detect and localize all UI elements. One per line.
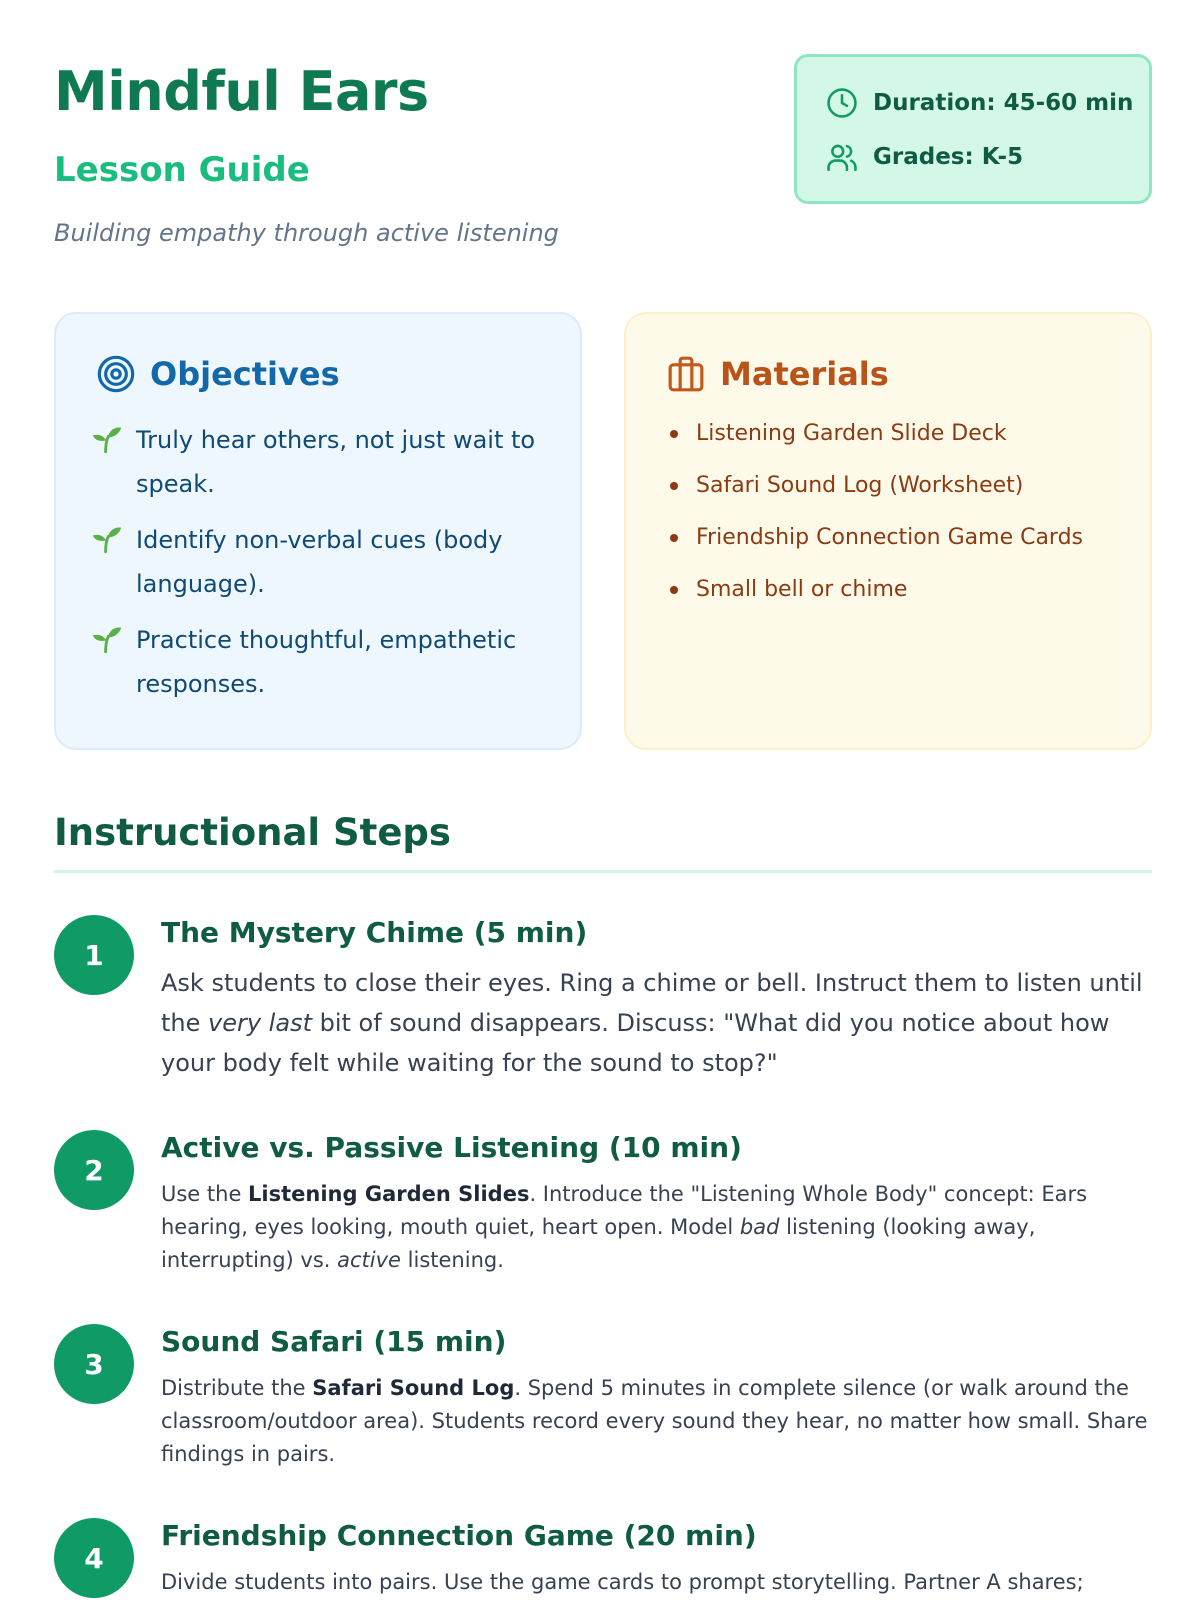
material-text: Safari Sound Log (Worksheet) [696,473,1024,498]
step-title: Sound Safari (15 min) [161,1325,507,1358]
step-description: Divide students into pairs. Use the game cards to prompt storytelling. Partner A shares; [161,1570,1084,1594]
step-number-badge: 4 [54,1518,134,1598]
step-title: The Mystery Chime (5 min) [161,916,588,949]
bullet-dot [670,586,678,594]
grades-text: Grades: K-5 [873,144,1024,170]
material-text: Friendship Connection Game Cards [696,525,1084,550]
duration-row [825,85,1149,121]
step-number-badge: 1 [54,915,134,995]
step-description: Ask students to close their eyes. Ring a chime or bell. Instruct them to listen until the very last bit of sound disappears. Discuss: "What did you notice about how your body felt while waiting for the sound to stop?" [161,969,1143,1077]
step-description: Distribute the Safari Sound Log. Spend 5 minutes in complete silence (or walk around the classroom/outdoor area). Students record every sound they hear, no matter how small. Share findings in pairs. [161,1376,1148,1466]
objectives-list [96,418,540,706]
step-body [161,1518,1156,1599]
briefcase-icon [666,354,706,394]
step-number-badge: 2 [54,1130,134,1210]
step-number-badge: 3 [54,1324,134,1404]
objective-item [96,618,540,706]
target-icon [96,354,136,394]
step-title: Friendship Connection Game (20 min) [161,1519,757,1552]
objective-text: Identify non-verbal cues (body language). [136,526,503,598]
materials-list [666,418,1110,606]
step-body [161,1130,1156,1277]
objectives-title: Objectives [150,355,340,393]
page-subtitle: Lesson Guide [54,150,310,190]
step-body [161,915,1156,1083]
clock-icon [825,86,859,120]
material-item [666,418,1110,450]
material-text: Listening Garden Slide Deck [696,421,1007,446]
objective-text: Practice thoughtful, empathetic responses. [136,626,517,698]
sprout-icon [90,522,124,556]
step-description: Use the Listening Garden Slides. Introduce the "Listening Whole Body" concept: Ears hearing, eyes looking, mouth quiet, heart open. Model bad listening (looking away, interrupting) vs. active listening. [161,1182,1088,1272]
sprout-icon [90,422,124,456]
objectives-card [54,312,582,750]
section-divider [54,870,1152,873]
step-title: Active vs. Passive Listening (10 min) [161,1131,742,1164]
materials-header [666,350,1110,398]
lesson-header [54,58,1152,258]
material-item [666,522,1110,554]
page-tagline: Building empathy through active listening [54,219,559,247]
page-title: Mindful Ears [54,60,429,123]
objective-text: Truly hear others, not just wait to speak. [136,426,536,498]
duration-text: Duration: 45-60 min [873,90,1134,116]
material-text: Small bell or chime [696,577,908,602]
materials-card [624,312,1152,750]
step-body [161,1324,1156,1471]
objective-item [96,518,540,606]
materials-title: Materials [720,355,889,393]
objective-item [96,418,540,506]
grades-row [825,139,1149,175]
sprout-icon [90,622,124,656]
objectives-header [96,350,540,398]
bullet-dot [670,534,678,542]
users-icon [825,140,859,174]
material-item [666,574,1110,606]
bullet-dot [670,482,678,490]
bullet-dot [670,430,678,438]
lesson-info-box [794,54,1152,204]
section-title: Instructional Steps [54,811,451,854]
material-item [666,470,1110,502]
